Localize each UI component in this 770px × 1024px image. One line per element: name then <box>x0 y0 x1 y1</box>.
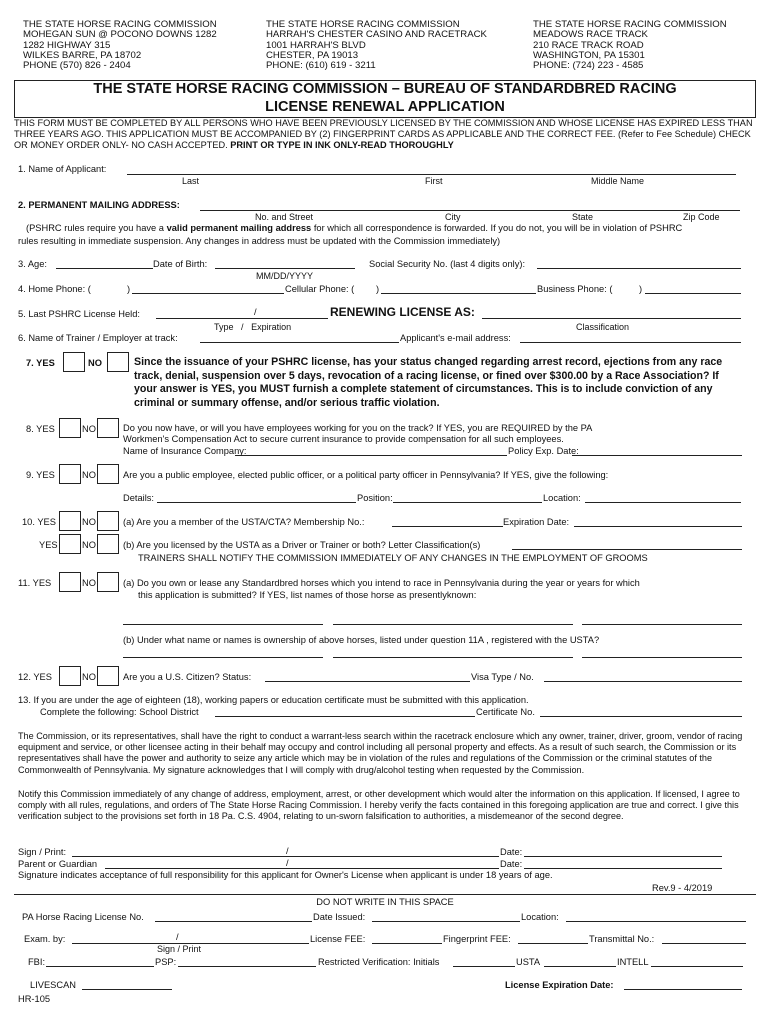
search-statement: The Commission, or its representatives, shall have the right to conduct a warrant-less search within the racetrack enclosure which any owner, trainer, driver, groom, vendor of racing equipment and service, or other licensee acting in their behalf may occupy and control including all personal property and effects. As a result of such search, the Commission or its representatives shall have the power and authority to seize any article which may be in violation of the rules and regulations of the Commission or the criminal statutes of the Commonwealth of Pennsylvania. My signature acknowledges that I will comply with drug/alcohol testing when requested by the Commission. <box>18 731 743 775</box>
q9-no-checkbox[interactable] <box>97 464 119 484</box>
q8-yes-label: 8. YES <box>26 424 55 434</box>
license-expiration-label: License Expiration Date: <box>505 980 614 990</box>
title-line-2: LICENSE RENEWAL APPLICATION <box>265 98 505 115</box>
title-line-1: THE STATE HORSE RACING COMMISSION – BUREAU OF STANDARDBRED RACING <box>93 81 677 97</box>
q10a-question: (a) Are you a member of the USTA/CTA? Membership No.: <box>123 517 365 527</box>
policy-exp-label: Policy Exp. Date: <box>508 446 579 456</box>
details-field[interactable] <box>157 502 356 503</box>
address-line: WILKES BARRE, PA 18702 <box>23 50 142 62</box>
address-note <box>26 223 682 233</box>
ssn-label: Social Security No. (last 4 digits only): <box>369 259 526 269</box>
q11-no-checkbox[interactable] <box>97 572 119 592</box>
school-district-field[interactable] <box>215 716 475 717</box>
sign-print-label: Sign / Print: <box>18 847 67 857</box>
q11b-question: (b) Under what name or names is ownership of above horses, listed under question 11A , registered with the USTA? <box>123 635 600 645</box>
address-line: 1282 HIGHWAY 315 <box>23 39 111 51</box>
address-line: THE STATE HORSE RACING COMMISSION <box>266 19 460 30</box>
livescan-field[interactable] <box>82 989 172 990</box>
city-caption: City <box>445 212 461 222</box>
instructions-text: THIS FORM MUST BE COMPLETED BY ALL PERSONS WHO HAVE BEEN PREVIOUSLY LICENSED BY THE COMMISSION AND WHOSE LICENSE HAS EXPIRED LESS THAN THREE YEARS AGO. THIS APPLICATION MUST BE ACCOMPANIED BY (2) FINGERPRINT CARDS AS APPLICABLE AND THE CORRECT FEE. (Refer to Fee Schedule) CHECK OR MONEY ORDER ONLY- NO CASH ACCEPTED. <box>14 118 753 151</box>
initials-field[interactable] <box>453 966 515 967</box>
q11-no-label: NO <box>82 578 96 588</box>
certificate-field[interactable] <box>540 716 742 717</box>
office-use-divider <box>14 894 756 895</box>
last-name-caption: Last <box>182 176 200 186</box>
q9-no-label: NO <box>82 470 96 480</box>
q11-yes-checkbox[interactable] <box>59 572 81 592</box>
q10b-yes-checkbox[interactable] <box>59 534 81 554</box>
instructions <box>14 118 756 152</box>
visa-field[interactable] <box>544 681 742 682</box>
expiration-text: Expiration <box>251 322 292 332</box>
first-name-caption: First <box>425 176 443 186</box>
q2-label: 2. PERMANENT MAILING ADDRESS: <box>18 200 180 210</box>
address-line: PHONE (570) 826 - 2404 <box>23 60 131 72</box>
address-line: HARRAH'S CHESTER CASINO AND RACETRACK <box>266 29 487 41</box>
renewing-license-field[interactable] <box>482 318 741 319</box>
cell-phone-field[interactable] <box>381 293 536 294</box>
location-field[interactable] <box>585 502 741 503</box>
dob-label: Date of Birth: <box>153 259 208 269</box>
sign-print-caption: Sign / Print <box>157 944 202 954</box>
address-line: THE STATE HORSE RACING COMMISSION <box>23 19 217 30</box>
address-line: THE STATE HORSE RACING COMMISSION <box>533 19 727 30</box>
guardian-date-field[interactable] <box>524 868 722 869</box>
address-line: 210 RACE TRACK ROAD <box>533 39 644 51</box>
q5-label: 5. Last PSHRC License Held: <box>18 309 140 319</box>
license-no-label: PA Horse Racing License No. <box>22 912 144 922</box>
address-line: PHONE: (724) 223 - 4585 <box>533 60 644 72</box>
home-phone-label: 4. Home Phone: ( <box>18 284 91 294</box>
q8-question: Do you now have, or will you have employees working for you on the track? If YES, you are REQUIRED by the PA <box>123 423 593 433</box>
slash: / <box>286 858 289 868</box>
q10-no-label: NO <box>82 517 96 527</box>
q7-no-label: NO <box>88 358 102 368</box>
address-line: 1001 HARRAH'S BLVD <box>266 39 366 51</box>
license-fee-field[interactable] <box>372 943 442 944</box>
office-address-chester <box>266 20 487 72</box>
business-phone-field[interactable] <box>645 293 741 294</box>
q8-no-checkbox[interactable] <box>97 418 119 438</box>
middle-name-caption: Middle Name <box>591 176 645 186</box>
q6-label: 6. Name of Trainer / Employer at track: <box>18 333 178 343</box>
q12-yes-checkbox[interactable] <box>59 666 81 686</box>
office-address-mohegan <box>23 20 217 72</box>
address-line: CHESTER, PA 19013 <box>266 50 359 62</box>
membership-no-field[interactable] <box>392 526 503 527</box>
office-use-header: DO NOT WRITE IN THIS SPACE <box>316 897 454 907</box>
email-field[interactable] <box>520 342 741 343</box>
livescan-label: LIVESCAN <box>30 980 76 990</box>
office-location-field[interactable] <box>566 921 746 922</box>
state-caption: State <box>572 212 594 222</box>
q10a-yes-checkbox[interactable] <box>59 511 81 531</box>
psp-label: PSP: <box>155 957 177 967</box>
dob-format-caption: MM/DD/YYYY <box>256 271 314 281</box>
date-label: Date: <box>500 847 523 857</box>
dob-field[interactable] <box>215 268 355 269</box>
intell-label: INTELL <box>617 957 649 967</box>
q7-yes-checkbox[interactable] <box>63 352 85 372</box>
q7-yes-label: 7. YES <box>26 358 55 368</box>
psp-field[interactable] <box>178 966 316 967</box>
q8-yes-checkbox[interactable] <box>59 418 81 438</box>
age-field[interactable] <box>56 268 153 269</box>
license-no-field[interactable] <box>155 921 312 922</box>
instructions-emphasis: PRINT OR TYPE IN INK ONLY-READ THOROUGHLY <box>230 140 454 151</box>
fingerprint-fee-label: Fingerprint FEE: <box>443 934 511 944</box>
note-text: (PSHRC rules require you have a <box>26 223 167 233</box>
transmittal-label: Transmittal No.: <box>589 934 655 944</box>
ownership-field-2[interactable] <box>333 657 573 658</box>
last-license-field[interactable] <box>156 318 328 319</box>
restricted-verification-label: Restricted Verification: Initials <box>318 957 440 967</box>
q13-text: 13. If you are under the age of eighteen (18), working papers or education certificate must be submitted with this application. <box>18 695 529 705</box>
q9-yes-checkbox[interactable] <box>59 464 81 484</box>
policy-exp-field[interactable] <box>572 455 742 456</box>
license-fee-label: License FEE: <box>310 934 366 944</box>
address-line: PHONE: (610) 619 - 3211 <box>266 60 376 72</box>
slash: / <box>176 932 179 942</box>
q10b-no-label: NO <box>82 540 96 550</box>
paren: ) <box>639 284 643 294</box>
location-label: Location: <box>543 493 581 503</box>
citizen-status-field[interactable] <box>265 681 470 682</box>
q8-question-2: Workmen's Compensation Act to secure current insurance to provide compensation for all such employees. <box>123 434 564 444</box>
mailing-address-field[interactable] <box>200 210 740 211</box>
ownership-field-3[interactable] <box>582 657 742 658</box>
parent-guardian-label: Parent or Guardian <box>18 859 98 869</box>
insurance-company-label: Name of Insurance Company: <box>123 446 247 456</box>
address-line: WASHINGTON, PA 15301 <box>533 50 645 62</box>
email-label: Applicant's e-mail address: <box>400 333 511 343</box>
age-label: 3. Age: <box>18 259 47 269</box>
trainers-notice: TRAINERS SHALL NOTIFY THE COMMISSION IMMEDIATELY OF ANY CHANGES IN THE EMPLOYMENT OF GROOMS <box>138 553 648 563</box>
insurance-company-field[interactable] <box>235 455 507 456</box>
horse-name-field-2[interactable] <box>333 624 573 625</box>
type-text: Type <box>214 322 234 332</box>
q9-yes-label: 9. YES <box>26 470 55 480</box>
intell-field[interactable] <box>651 966 743 967</box>
details-label: Details: <box>123 493 155 503</box>
letter-classification-field[interactable] <box>512 549 742 550</box>
date-label: Date: <box>500 859 523 869</box>
q11a-question-2: this application is submitted? If YES, list names of those horse as presentlyknown: <box>138 590 477 600</box>
q12-yes-label: 12. YES <box>18 672 52 682</box>
address-note-2: rules resulting in immediate suspension. Any changes in address must be updated with the Commission immediately) <box>18 236 501 246</box>
usta-field[interactable] <box>544 966 616 967</box>
school-district-label: Complete the following: School District <box>40 707 199 717</box>
q10-yes-label: 10. YES <box>22 517 56 527</box>
q7-question: Since the issuance of your PSHRC license, has your status changed regarding arrest record, ejections from any race track, denial, suspension over 5 days, revocation of a racing license, or fined over $300.00 by a Race Association? If your answer is YES, you MUST furnish a complete statement of circumstances. This is to include conviction of any criminal or summary offense, and/or serious traffic violation. <box>134 356 723 409</box>
type-caption <box>214 322 291 332</box>
revision-label: Rev.9 - 4/2019 <box>652 883 713 893</box>
slash: / <box>254 307 257 317</box>
horse-name-field-3[interactable] <box>582 624 742 625</box>
renewing-license-label <box>330 306 475 319</box>
renewing-text: RENEWING LICENSE AS <box>330 305 471 319</box>
guardian-signature-field[interactable] <box>105 868 499 869</box>
usta-label: USTA <box>516 957 541 967</box>
license-expiration-field[interactable] <box>624 989 742 990</box>
paren: ) <box>127 284 131 294</box>
applicant-name-field[interactable] <box>127 174 736 175</box>
slash: / <box>286 846 289 856</box>
exam-by-label: Exam. by: <box>24 934 66 944</box>
fbi-field[interactable] <box>46 966 154 967</box>
position-field[interactable] <box>393 502 542 503</box>
classification-caption: Classification <box>576 322 630 332</box>
expiration-label: Expiration Date: <box>503 517 570 527</box>
certificate-label: Certificate No. <box>476 707 535 717</box>
applicant-date-field[interactable] <box>524 856 722 857</box>
zip-caption: Zip Code <box>683 212 720 222</box>
signature-acknowledgement: Signature indicates acceptance of full responsibility for this applicant for Owner's License when applicant is under 18 years of age. <box>18 870 553 880</box>
position-label: Position: <box>357 493 393 503</box>
fingerprint-fee-field[interactable] <box>518 943 588 944</box>
q12-no-checkbox[interactable] <box>97 666 119 686</box>
note-emphasis: valid permanent mailing address <box>166 223 312 233</box>
form-id: HR-105 <box>18 994 51 1004</box>
business-phone-label: Business Phone: ( <box>537 284 613 294</box>
home-phone-field[interactable] <box>132 293 284 294</box>
ssn-field[interactable] <box>537 268 741 269</box>
street-caption: No. and Street <box>255 212 314 222</box>
fbi-label: FBI: <box>28 957 46 967</box>
form-title <box>14 80 756 118</box>
colon: : <box>470 305 475 319</box>
visa-label: Visa Type / No. <box>471 672 534 682</box>
q8-no-label: NO <box>82 424 96 434</box>
transmittal-field[interactable] <box>662 943 746 944</box>
verification-statement: Notify this Commission immediately of any change of address, employment, arrest, or other development which would alter the information on this application. If licensed, I agree to comply with all rules, regulations, and orders of The State Horse Racing Commission. I hereby verify the facts contained in this foregoing application are true and correct. I give this verification subject to the provisions set forth in 18 Pa. C.S. 4904, relating to un-sworn falsification to authorities, a misdemeanor of the second degree. <box>18 789 740 822</box>
cell-phone-label: Cellular Phone: ( <box>285 284 355 294</box>
q7-no-checkbox[interactable] <box>107 352 129 372</box>
date-issued-field[interactable] <box>372 921 520 922</box>
slash: / <box>241 322 244 332</box>
horse-name-field-1[interactable] <box>123 624 323 625</box>
q9-question: Are you a public employee, elected public officer, or a political party officer in Pennsylvania? If YES, give the following: <box>123 470 609 480</box>
expiration-date-field[interactable] <box>574 526 742 527</box>
address-line: MEADOWS RACE TRACK <box>533 29 648 41</box>
q1-label: 1. Name of Applicant: <box>18 164 107 174</box>
q11-yes-label: 11. YES <box>18 578 52 588</box>
q10b-question: (b) Are you licensed by the USTA as a Driver or Trainer or both? Letter Classification(s) <box>123 540 481 550</box>
date-issued-label: Date Issued: <box>313 912 366 922</box>
office-location-label: Location: <box>521 912 559 922</box>
office-address-meadows <box>533 20 727 72</box>
q10b-yes-label: YES <box>39 540 58 550</box>
ownership-field-1[interactable] <box>123 657 323 658</box>
note-text: for which all correspondence is forwarded. If you do not, you will be in violation of PSHRC <box>311 223 683 233</box>
q11a-question: (a) Do you own or lease any Standardbred horses which you intend to race in Pennsylvania during the year or years for which <box>123 578 640 588</box>
q12-question: Are you a U.S. Citizen? Status: <box>123 672 252 682</box>
q12-no-label: NO <box>82 672 96 682</box>
trainer-employer-field[interactable] <box>200 342 399 343</box>
paren: ) <box>376 284 380 294</box>
q10b-no-checkbox[interactable] <box>97 534 119 554</box>
q10a-no-checkbox[interactable] <box>97 511 119 531</box>
address-line: MOHEGAN SUN @ POCONO DOWNS 1282 <box>23 29 217 41</box>
